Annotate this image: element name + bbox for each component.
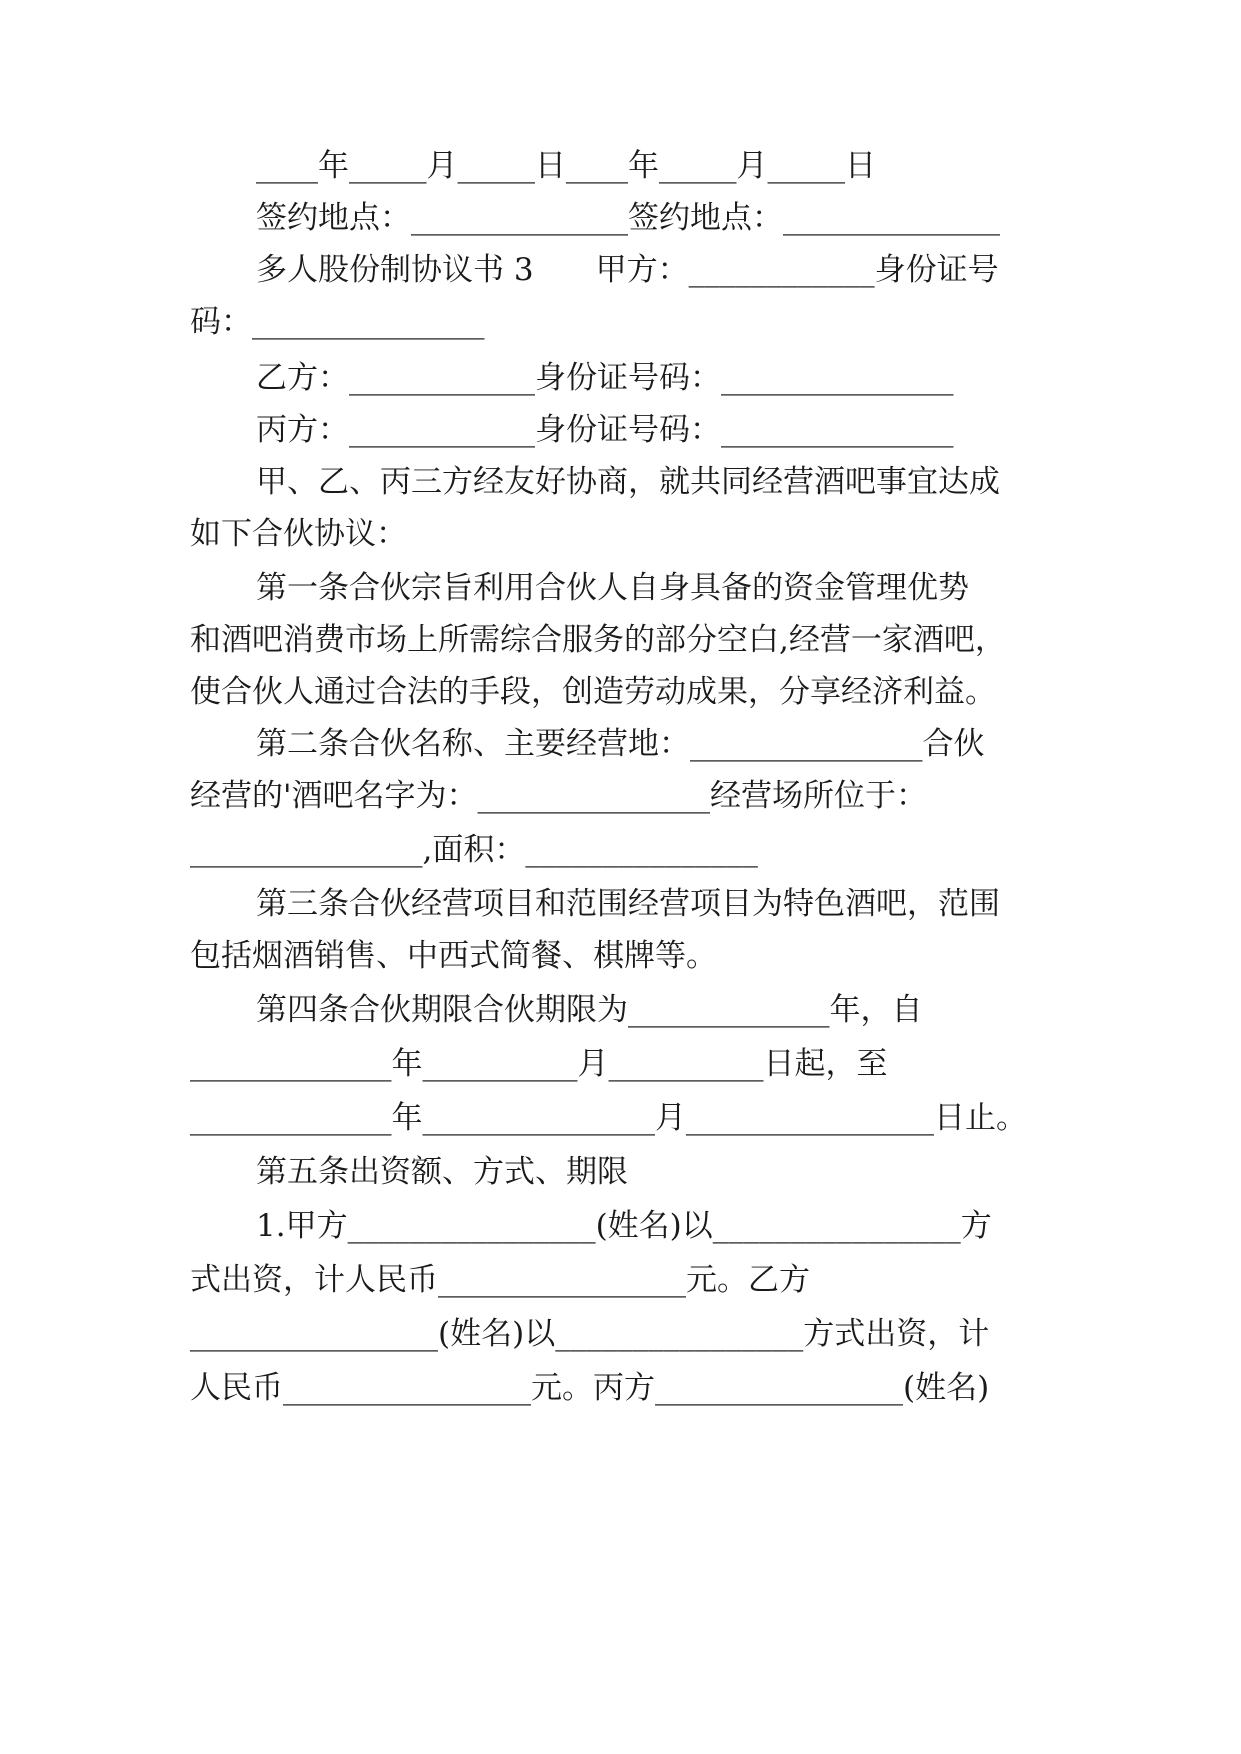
- article-1-line-3: 使合伙人通过合法的手段，创造劳动成果，分享经济利益。: [190, 674, 996, 710]
- article-4-line-1: 第四条合伙期限合伙期限为_____________年，自: [256, 992, 923, 1028]
- article-5-heading: 第五条出资额、方式、期限: [256, 1154, 628, 1190]
- article-4-line-3: _____________年_______________月________________日止。: [190, 1100, 1027, 1136]
- party-c-line: 丙方：____________身份证号码：_______________: [256, 412, 954, 448]
- article-3-line-2: 包括烟酒销售、中西式简餐、棋牌等。: [190, 938, 717, 974]
- article-1-line-1: 第一条合伙宗旨利用合伙人自身具备的资金管理优势: [256, 570, 969, 606]
- article-2-line-3: _______________,面积：_______________: [190, 832, 758, 868]
- intro-paragraph-line-1: 甲、乙、丙三方经友好协商，就共同经营酒吧事宜达成: [256, 464, 1000, 500]
- intro-paragraph-line-2: 如下合伙协议：: [190, 516, 407, 552]
- article-5-line-3: ________________(姓名)以________________方式出资，计: [190, 1316, 990, 1352]
- signing-place-line: 签约地点：______________签约地点：______________: [256, 200, 1000, 236]
- party-b-line: 乙方：____________身份证号码：_______________: [256, 360, 954, 396]
- article-2-line-1: 第二条合伙名称、主要经营地：_______________合伙: [256, 726, 985, 762]
- article-5-line-4: 人民币________________元。丙方________________(姓名): [190, 1370, 990, 1406]
- article-4-line-2: _____________年__________月__________日起，至: [190, 1046, 888, 1082]
- article-3-line-1: 第三条合伙经营项目和范围经营项目为特色酒吧，范围: [256, 886, 1000, 922]
- article-5-line-2: 式出资，计人民币________________元。乙方: [190, 1262, 810, 1298]
- date-line: ____年_____月_____日____年_____月_____日: [256, 148, 876, 184]
- article-2-line-2: 经营的'酒吧名字为：_______________经营场所位于：: [190, 778, 928, 814]
- title-party-a-line: 多人股份制协议书 3 甲方：____________身份证号: [256, 252, 999, 288]
- id-number-line: 码：_______________: [190, 304, 485, 340]
- article-1-line-2: 和酒吧消费市场上所需综合服务的部分空白,经营一家酒吧，: [190, 622, 1006, 658]
- article-5-line-1: 1.甲方________________(姓名)以________________方: [256, 1208, 992, 1244]
